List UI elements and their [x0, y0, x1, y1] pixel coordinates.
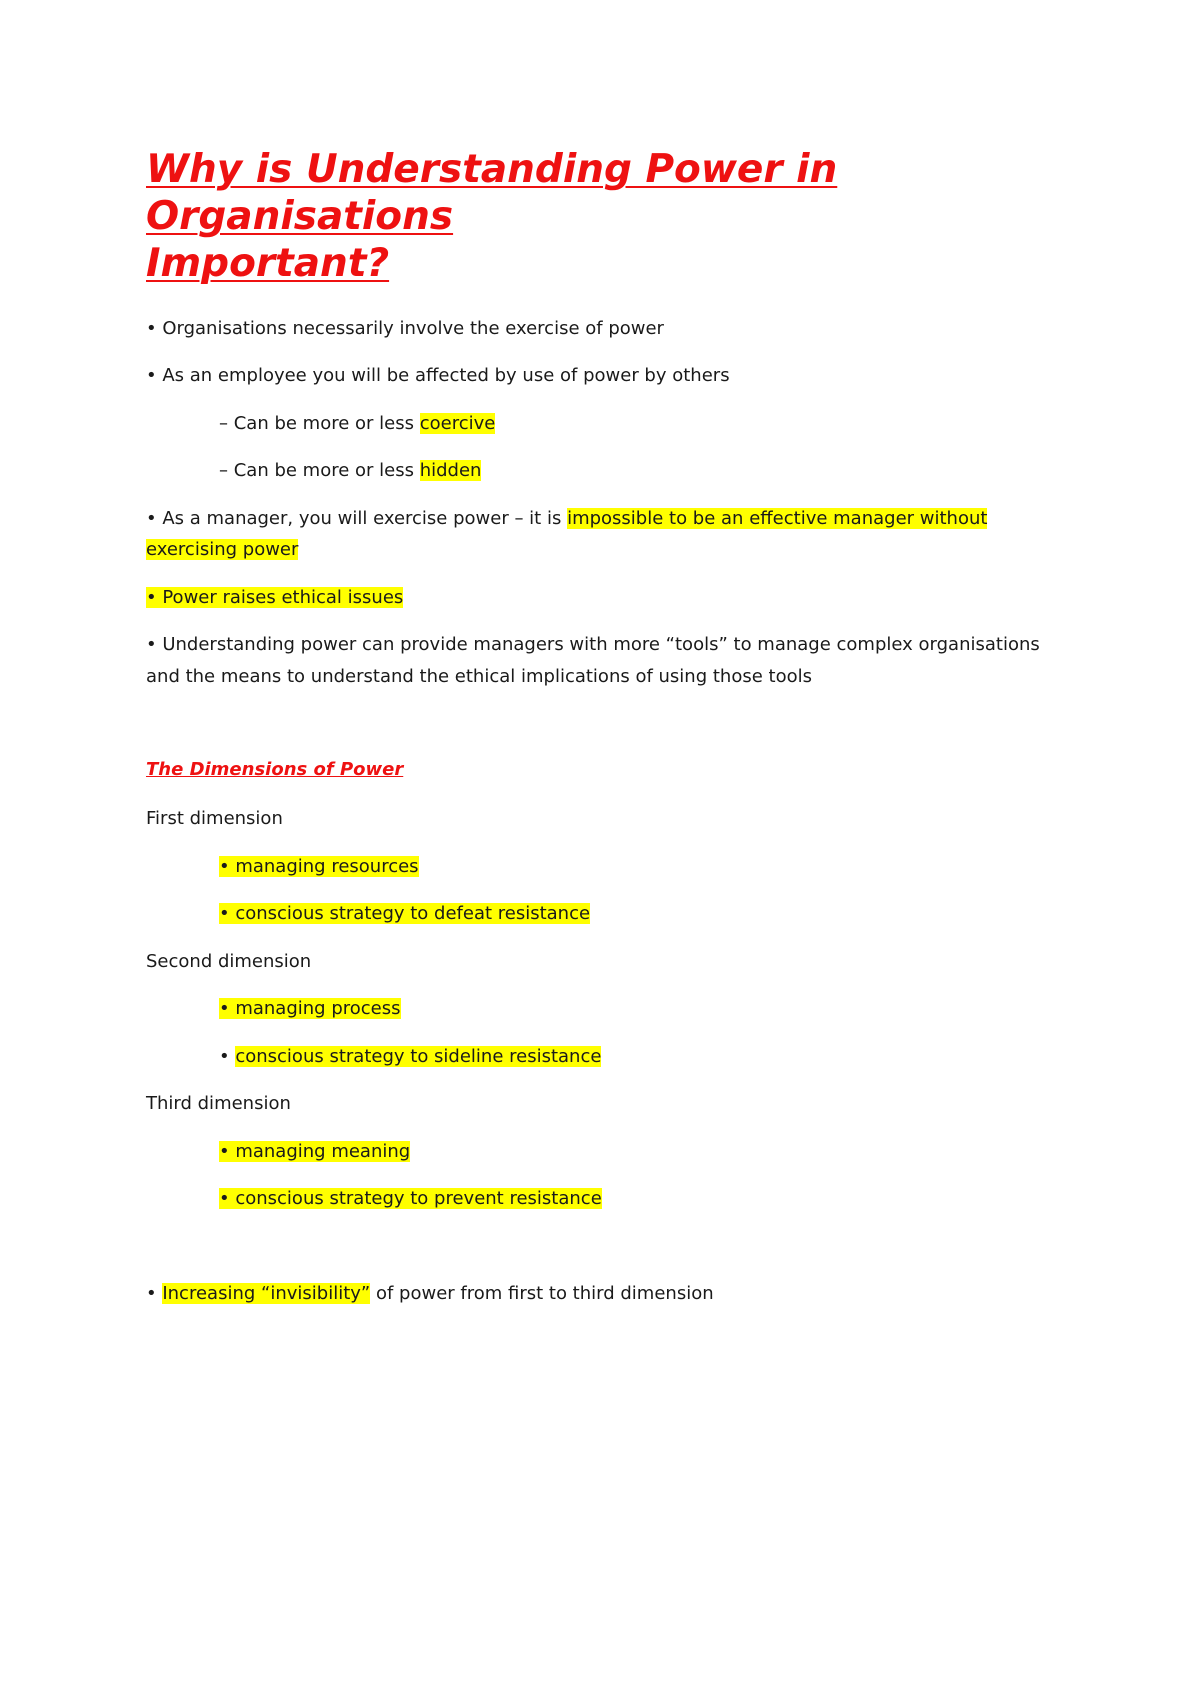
sub-bullet-coercive-text: – Can be more or less: [219, 413, 420, 434]
highlight-hidden: hidden: [419, 460, 482, 481]
closing-text: of power from first to third dimension: [370, 1283, 714, 1304]
highlight-coercive: coercive: [419, 413, 496, 434]
bullet-manager-exercise-power: [146, 503, 987, 534]
sub-bullet-hidden-text: – Can be more or less: [219, 460, 420, 481]
highlight-sideline-resistance: conscious strategy to sideline resistance: [235, 1046, 602, 1067]
highlight-managing-meaning: • managing meaning: [219, 1141, 411, 1162]
third-dimension-item: [219, 1183, 602, 1214]
closing-bullet: •: [146, 1283, 163, 1304]
section-heading-dimensions: The Dimensions of Power: [146, 759, 404, 780]
sub-bullet-hidden: [219, 455, 481, 486]
highlight-impossible-manager: impossible to be an effective manager without: [567, 508, 988, 529]
third-dimension-label: Third dimension: [146, 1093, 291, 1114]
sub-bullet-coercive: [219, 408, 495, 439]
first-dimension-item: [219, 851, 419, 882]
highlight-prevent-resistance: • conscious strategy to prevent resistance: [219, 1188, 602, 1209]
bullet-ethical-issues: [146, 582, 403, 613]
highlight-increasing-invisibility: Increasing “invisibility”: [162, 1283, 371, 1304]
bullet-employee-affected: • As an employee you will be affected by use of power by others: [146, 365, 730, 386]
highlight-ethical-issues: • Power raises ethical issues: [146, 587, 404, 608]
first-dimension-item: [219, 898, 590, 929]
second-dimension-bullet: •: [219, 1046, 236, 1067]
second-dimension-item: [219, 1041, 601, 1072]
second-dimension-label: Second dimension: [146, 951, 312, 972]
bullet-manager-text: • As a manager, you will exercise power – it is: [146, 508, 568, 529]
bullet-increasing-invisibility: [146, 1278, 714, 1309]
highlight-managing-process: • managing process: [219, 998, 401, 1019]
title-line-3: Important?: [146, 241, 390, 286]
first-dimension-label: First dimension: [146, 808, 283, 829]
page-title: [146, 146, 1046, 287]
bullet-manager-continuation: [146, 534, 298, 565]
bullet-understanding-tools-continuation: and the means to understand the ethical implications of using those tools: [146, 666, 812, 687]
highlight-managing-resources: • managing resources: [219, 856, 419, 877]
title-line-1: Why is Understanding Power in: [146, 147, 838, 192]
highlight-exercising-power: exercising power: [146, 539, 299, 560]
third-dimension-item: [219, 1136, 410, 1167]
bullet-organisations-power: • Organisations necessarily involve the exercise of power: [146, 318, 664, 339]
second-dimension-item: [219, 993, 401, 1024]
bullet-understanding-tools: • Understanding power can provide managers with more “tools” to manage complex organisations: [146, 634, 1040, 655]
highlight-defeat-resistance: • conscious strategy to defeat resistance: [219, 903, 591, 924]
title-line-2: Organisations: [146, 194, 454, 239]
